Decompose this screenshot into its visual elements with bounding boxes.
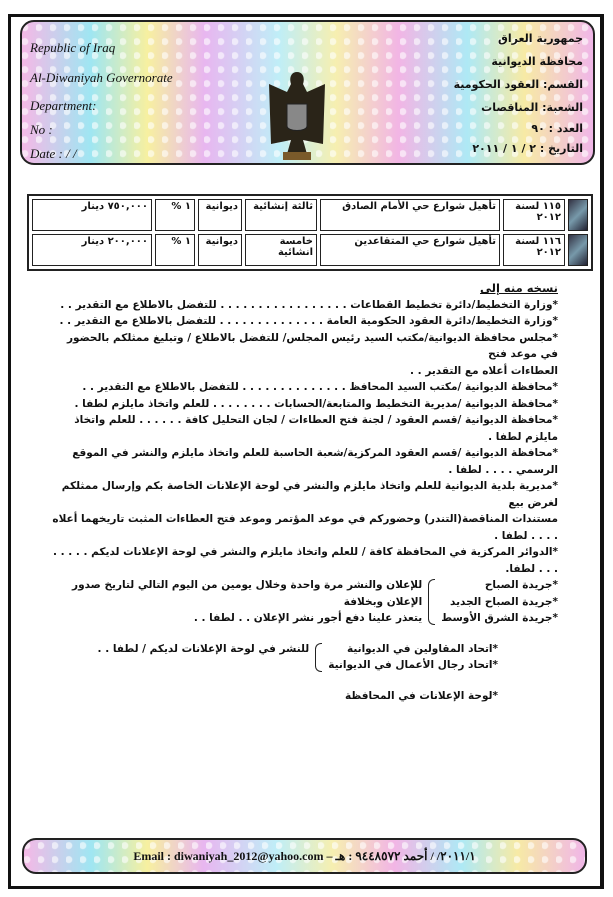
copy-line: *مجلس محافظة الديوانية/مكتب السيد رئيس المجلس/ للتفضل بالاطلاع / وتبليغ ممثلكم بالحضور في موعد فتح [66,331,558,360]
amount: ٧٥٠,٠٠٠ دينار [32,199,152,231]
copy-line: *الدوائر المركزية في المحافظة كافة / للعلم واتخاذ مايلزم والنشر في لوحة الإعلانات لديكم . . . . . . . . لطفا. [52,546,558,575]
project-name: تأهيل شوارع حي المتقاعدين [320,234,500,266]
unions-group [52,641,498,674]
governorate-en: Al-Diwaniyah Governorate [30,70,173,85]
copy-line: *محافظة الديوانية /قسم العقود المركزية/شعبة الحاسبة للعلم واتخاذ مايلزم والنشر في الموقع الرسمي . . . . لطفا . [72,447,558,476]
location: ديوانية [198,234,242,266]
newspaper-note: يتعذر علينا دفع أجور نشر الإعلان . . لطفا . . [193,612,423,624]
copies-list [52,280,558,704]
department-en: Department: [30,98,97,113]
notice-board: *لوحة الإعلانات في المحافظة [345,689,498,702]
footer-band [22,838,587,874]
iraq-eagle-emblem-icon [265,64,329,164]
tenders-table [27,194,593,271]
union: *اتحاد المقاولين في الديوانية [346,642,498,655]
copy-line: *محافظة الديوانية /مكتب السيد المحافظ . . . . . . . . . . . . . . للتفضل بالاطلاع مع التقدير . . [82,381,558,393]
republic-en: Republic of Iraq [30,40,116,55]
newspaper: *جريدة الصباح الجديد [450,595,558,608]
copy-line: *محافظة الديوانية /قسم العقود / لجنة فتح العطاءات / لجان التحليل كافة . . . . . . للعلم واتخاذ مايلزم لطفا . [74,414,558,443]
table-row [32,234,588,266]
newspapers-group [52,577,558,627]
unions-note: للنشر في لوحة الإعلانات لديكم / لطفا . . [97,642,310,655]
governorate-ar: محافظة الديوانية [491,55,583,68]
date-ar: التاريخ : ٢ / ١ / ٢٠١١ [472,142,583,155]
number-en: No : [30,122,53,137]
contractor-category: خامسة انشائية [245,234,317,266]
tender-number: ١١٥ لسنة ٢٠١٢ [503,199,565,231]
section-ar: الشعبة: المناقصات [481,101,583,114]
newspaper-note: للإعلان والنشر مرة واحدة وخلال يومين من اليوم التالي لتاريخ صدور الإعلان وبخلافة [72,579,423,608]
department-ar: القسم: العقود الحكومية [453,78,583,91]
copy-line: *مديرية بلدية الديوانية للعلم واتخاذ مايلزم والنشر في لوحة الإعلانات الخاصة بكم وإرسال ممثلكم لغرض بيع [61,480,558,509]
brace [428,579,435,625]
table-row [32,199,588,231]
union: *اتحاد رجال الأعمال في الديوانية [328,659,498,671]
copies-heading: نسخه منه إلى [480,281,558,295]
brace [315,643,322,672]
letterhead [20,20,595,165]
amount: ٢٠٠,٠٠٠ دينار [32,234,152,266]
number-ar: العدد : ٩٠ [531,122,583,135]
copy-line: *وزارة التخطيط/دائرة العقود الحكومية العامة . . . . . . . . . . . . . . للتفضل بالاطلاع مع التقدير . . [59,315,558,327]
copy-line: *وزارة التخطيط/دائرة تخطيط القطاعات . . . . . . . . . . . . . . . . . للتفضل بالاطلاع مع التقدير . . [60,298,558,311]
newspaper: *جريدة الشرق الأوسط [441,612,558,624]
copy-line: العطاءات أعلاه مع التقدير . . [410,364,558,377]
newspaper: *جريدة الصباح [484,579,558,591]
copy-line: *محافظة الديوانية /مديرية التخطيط والمتابعة/الحسابات . . . . . . . . للعلم واتخاذ مايلزم لطفا . [74,397,558,410]
tender-number: ١١٦ لسنة ٢٠١٢ [503,234,565,266]
copy-line: مستندات المناقصة(التندر) وحضوركم في موعد المؤتمر وموعد فتح العطاءات المثبت تاريخهما أعلاه . . . . لطفا . [52,513,558,542]
footer-contact: Email : diwaniyah_2012@yahoo.com – ٢٠١١/١/ / أحمد ٩٤٤٨٥٧٢ : هـ [133,849,476,863]
contractor-category: ثالثة إنشائية [245,199,317,231]
row-marker-icon [568,234,588,266]
location: ديوانية [198,199,242,231]
percent: ١ % [155,234,195,266]
row-marker-icon [568,199,588,231]
percent: ١ % [155,199,195,231]
date-en: Date : / / [30,146,77,161]
project-name: تأهيل شوارع حي الأمام الصادق [320,199,500,231]
republic-ar: جمهورية العراق [498,32,583,45]
